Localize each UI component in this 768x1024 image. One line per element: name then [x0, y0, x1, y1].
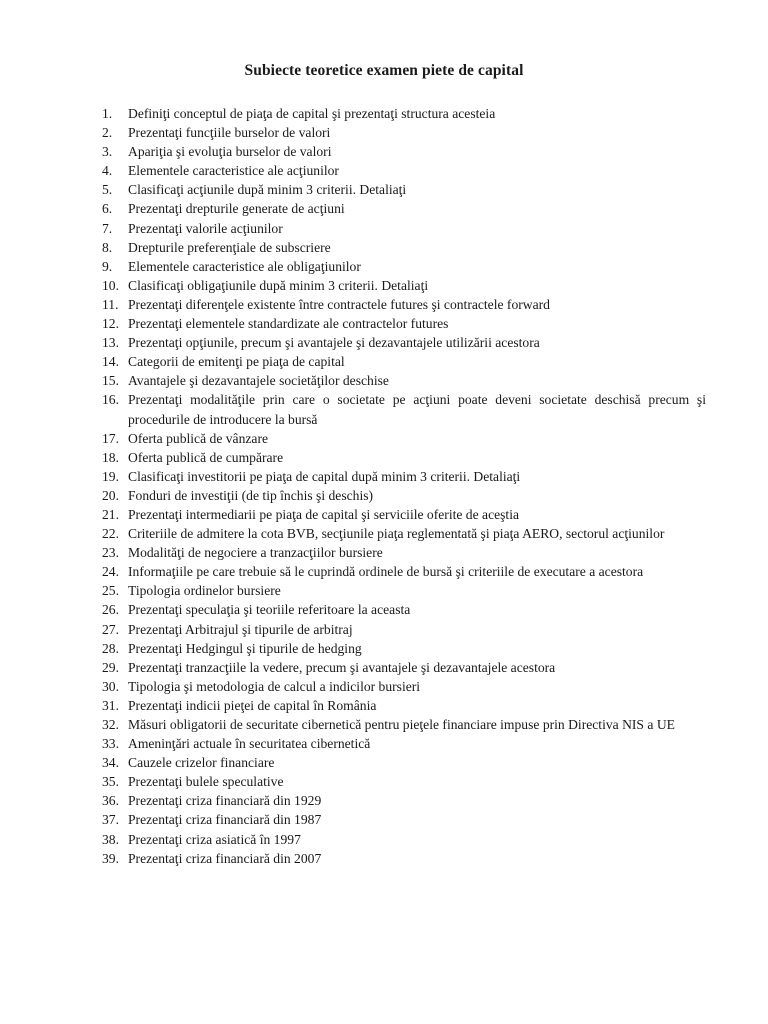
item-number: 23.: [102, 545, 119, 561]
list-item: [102, 658, 706, 677]
item-text: Categorii de emitenţi pe piaţa de capital: [128, 354, 345, 370]
item-text: Prezentaţi speculaţia şi teoriile referitoare la aceasta: [128, 602, 411, 618]
item-text: Drepturile preferenţiale de subscriere: [128, 239, 331, 255]
list-item: [102, 830, 706, 849]
item-text: Prezentaţi Hedgingul şi tipurile de hedging: [128, 640, 362, 656]
list-item: [102, 524, 706, 543]
document-title: Subiecte teoretice examen piete de capital: [244, 62, 524, 79]
item-text: Informaţiile pe care trebuie să le cuprindă ordinele de bursă şi criteriile de executare a acestora: [128, 564, 644, 580]
item-number: 3.: [102, 144, 113, 160]
item-text: Tipologia ordinelor bursiere: [128, 583, 281, 599]
list-item: [102, 352, 706, 371]
list-item: [102, 696, 706, 715]
list-item: [102, 562, 706, 581]
list-item: [102, 123, 706, 142]
item-text: Definiţi conceptul de piaţa de capital şi prezentaţi structura acesteia: [128, 106, 496, 121]
list-item: [102, 639, 706, 658]
item-text: Modalităţi de negociere a tranzacţiilor bursiere: [128, 545, 383, 561]
list-item: [102, 486, 706, 505]
list-item: [102, 161, 706, 180]
item-text: Oferta publică de cumpărare: [128, 449, 284, 465]
list-item: [102, 505, 706, 524]
item-text: Oferta publică de vânzare: [128, 430, 269, 446]
item-number: 31.: [102, 697, 119, 713]
item-text: Avantajele şi dezavantajele societăţilor deschise: [128, 373, 389, 389]
item-number: 6.: [102, 201, 113, 217]
item-number: 2.: [102, 125, 113, 141]
item-number: 15.: [102, 373, 119, 389]
item-number: 39.: [102, 850, 119, 866]
item-number: 36.: [102, 793, 119, 809]
item-number: 19.: [102, 468, 119, 484]
item-number: 12.: [102, 316, 119, 332]
item-text: Prezentaţi criza asiatică în 1997: [128, 831, 301, 847]
item-text: Măsuri obligatorii de securitate cibernetică pentru pieţele financiare impuse prin Directiva NIS a UE: [128, 717, 675, 732]
list-item: [102, 104, 706, 123]
item-text: Prezentaţi funcţiile burselor de valori: [128, 125, 331, 141]
list-item: [102, 180, 706, 199]
item-text: Cauzele crizelor financiare: [128, 755, 275, 771]
item-text: Clasificaţi obligaţiunile după minim 3 criterii. Detaliaţi: [128, 277, 429, 293]
item-number: 30.: [102, 678, 119, 694]
list-item: [102, 448, 706, 467]
item-text: Elementele caracteristice ale obligaţiunilor: [128, 258, 361, 274]
item-number: 21.: [102, 506, 119, 522]
item-number: 20.: [102, 487, 119, 503]
item-text: Prezentaţi bulele speculative: [128, 774, 284, 790]
item-text: Prezentaţi modalităţile prin care o societate pe acţiuni poate deveni societate deschisă precum şi procedurile de introducere la bursă: [128, 392, 706, 427]
item-number: 38.: [102, 831, 119, 847]
list-item: [102, 314, 706, 333]
item-number: 7.: [102, 220, 113, 236]
list-item: [102, 810, 706, 829]
item-number: 13.: [102, 335, 119, 351]
list-item: [102, 600, 706, 619]
list-item: [102, 772, 706, 791]
item-text: Fonduri de investiţii (de tip închis şi deschis): [128, 487, 374, 503]
item-number: 32.: [102, 717, 119, 732]
item-text: Tipologia şi metodologia de calcul a indicilor bursieri: [128, 678, 421, 694]
list-item: [102, 849, 706, 868]
list-item: [102, 142, 706, 161]
list-item: [102, 333, 706, 352]
item-number: 25.: [102, 583, 119, 599]
item-text: Ameninţări actuale în securitatea cibernetică: [128, 736, 371, 752]
item-text: Prezentaţi criza financiară din 1929: [128, 793, 322, 809]
list-item: [102, 371, 706, 390]
item-text: Prezentaţi drepturile generate de acţiuni: [128, 201, 345, 217]
item-number: 16.: [102, 392, 119, 408]
list-item: [102, 753, 706, 772]
item-text: Apariţia şi evoluţia burselor de valori: [128, 144, 332, 160]
item-text: Clasificaţi investitorii pe piaţa de capital după minim 3 criterii. Detaliaţi: [128, 468, 521, 484]
item-text: Prezentaţi Arbitrajul şi tipurile de arbitraj: [128, 621, 353, 637]
item-text: Elementele caracteristice ale acţiunilor: [128, 163, 339, 179]
item-text: Prezentaţi intermediarii pe piaţa de capital şi serviciile oferite de aceştia: [128, 506, 520, 522]
item-text: Prezentaţi opţiunile, precum şi avantajele şi dezavantajele utilizării acestora: [128, 335, 540, 351]
item-number: 37.: [102, 812, 119, 828]
item-number: 33.: [102, 736, 119, 752]
list-item: [102, 734, 706, 753]
item-text: Prezentaţi diferenţele existente între contractele futures şi contractele forward: [128, 296, 550, 312]
item-text: Prezentaţi tranzacţiile la vedere, precum şi avantajele şi dezavantajele acestora: [128, 659, 556, 675]
item-number: 28.: [102, 640, 119, 656]
item-number: 9.: [102, 258, 113, 274]
list-item: [102, 543, 706, 562]
item-number: 35.: [102, 774, 119, 790]
list-item: [102, 295, 706, 314]
item-number: 24.: [102, 564, 119, 580]
list-item: [102, 715, 706, 734]
item-text: Clasificaţi acţiunile după minim 3 criterii. Detaliaţi: [128, 182, 407, 198]
item-text: Prezentaţi indicii pieţei de capital în România: [128, 697, 377, 713]
item-number: 14.: [102, 354, 119, 370]
list-item: [102, 238, 706, 257]
list-item: [102, 219, 706, 238]
list-item: [102, 390, 706, 428]
item-number: 4.: [102, 163, 113, 179]
item-number: 1.: [102, 106, 113, 121]
list-item: [102, 620, 706, 639]
item-number: 26.: [102, 602, 119, 618]
item-number: 34.: [102, 755, 119, 771]
list-item: [102, 677, 706, 696]
question-list: [102, 104, 706, 868]
item-number: 27.: [102, 621, 119, 637]
list-item: [102, 791, 706, 810]
list-item: [102, 429, 706, 448]
item-number: 17.: [102, 430, 119, 446]
item-number: 18.: [102, 449, 119, 465]
item-text: Criteriile de admitere la cota BVB, secţiunile piaţa reglementată şi piaţa AERO, sectorul acţiunilor: [128, 526, 665, 542]
item-text: Prezentaţi criza financiară din 2007: [128, 850, 322, 866]
item-number: 8.: [102, 239, 113, 255]
list-item: [102, 199, 706, 218]
item-text: Prezentaţi criza financiară din 1987: [128, 812, 322, 828]
item-number: 5.: [102, 182, 113, 198]
item-number: 11.: [102, 296, 119, 312]
item-number: 22.: [102, 526, 119, 542]
item-number: 29.: [102, 659, 119, 675]
list-item: [102, 276, 706, 295]
item-text: Prezentaţi elementele standardizate ale contractelor futures: [128, 316, 449, 332]
list-item: [102, 581, 706, 600]
item-text: Prezentaţi valorile acţiunilor: [128, 220, 283, 236]
list-item: [102, 257, 706, 276]
list-item: [102, 467, 706, 486]
item-number: 10.: [102, 277, 119, 293]
